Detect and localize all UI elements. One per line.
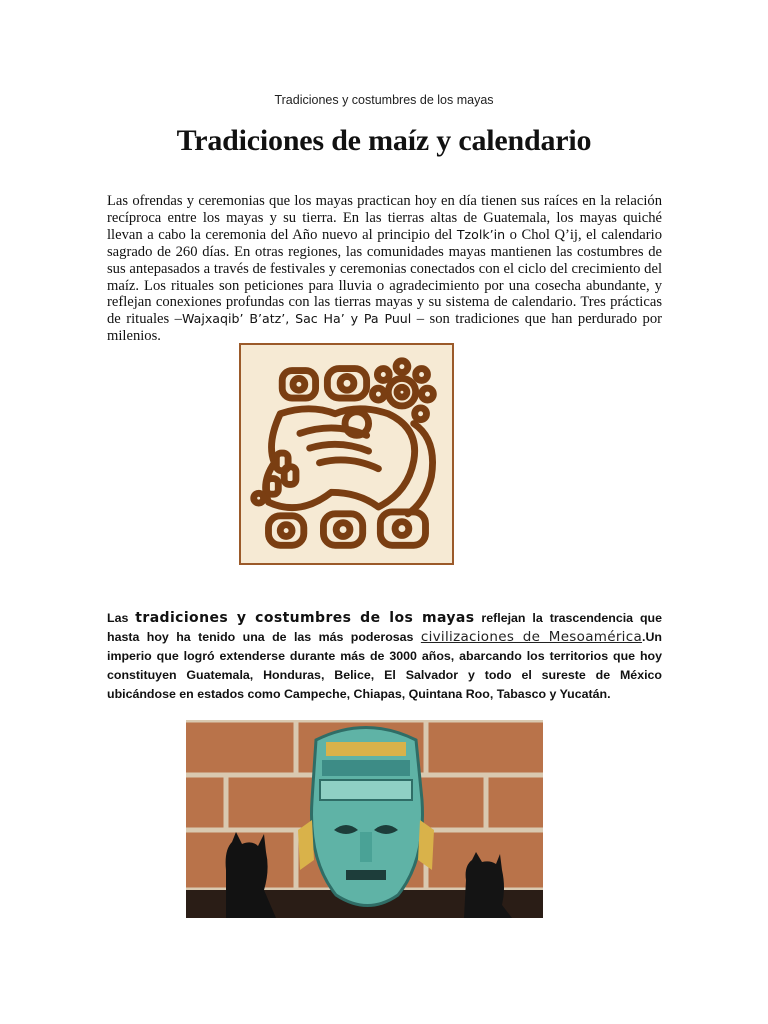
term-rituals: Wajxaqib’ B’atz’, Sac Ha’ y Pa Puul — [181, 311, 412, 327]
paragraph-text: Las ofrendas y ceremonias que los mayas practican hoy en día tienen sus raíces en la relación recíproca entre los mayas y su tierra. En las tierras altas de Guatemala, los mayas quiché llevan a cabo la ceremonia del Año nuevo al principio del — [107, 193, 662, 243]
maya-day-glyph-icon — [241, 345, 452, 563]
maya-glyph-image — [239, 343, 454, 565]
maya-mask-photo — [186, 720, 543, 918]
header-title: Tradiciones y costumbres de los mayas — [274, 93, 494, 107]
paragraph-text: o Chol Q’ij, el calendario sagrado de 260 días. En otras regiones, las comunidades mayas mantienen las costumbres de sus antepasados a través de festivales y ceremonias conectados con el ciclo del crecimiento del maíz. Los rituales son peticiones para lluvia o agradecimiento por una cosecha abundante, y reflejan conexiones profundas con las tierras mayas y su sistema de calendario. Tres prácticas de rituales – — [107, 226, 662, 328]
mesoamerica-link[interactable]: civilizaciones de Mesoamérica — [420, 629, 643, 645]
paragraph-text: – son tradiciones que han perdurado por milenios. — [107, 311, 662, 345]
page-title: Tradiciones de maíz y calendario — [176, 124, 592, 157]
paragraph-civilization — [107, 609, 662, 704]
paragraph-text: reflejan la trascendencia que hasta hoy ha tenido una de las más poderosas — [107, 611, 663, 644]
emphasis-text: tradiciones y costumbres de los mayas — [135, 610, 475, 626]
paragraph-text: Las — [107, 611, 136, 625]
jade-mask-icon — [186, 720, 543, 918]
paragraph-calendar — [107, 193, 662, 345]
paragraph-text: .Un imperio que logró extenderse durante más de 3000 años, abarcando los territorios que hoy constituyen Guatemala, Honduras, Belice, El Salvador y todo el sureste de México ubicándose en estados como Campeche, Chiapas, Quintana Roo, Tabasco y Yucatán. — [107, 630, 662, 701]
term-tzolkin: Tzolk’in — [456, 226, 506, 242]
